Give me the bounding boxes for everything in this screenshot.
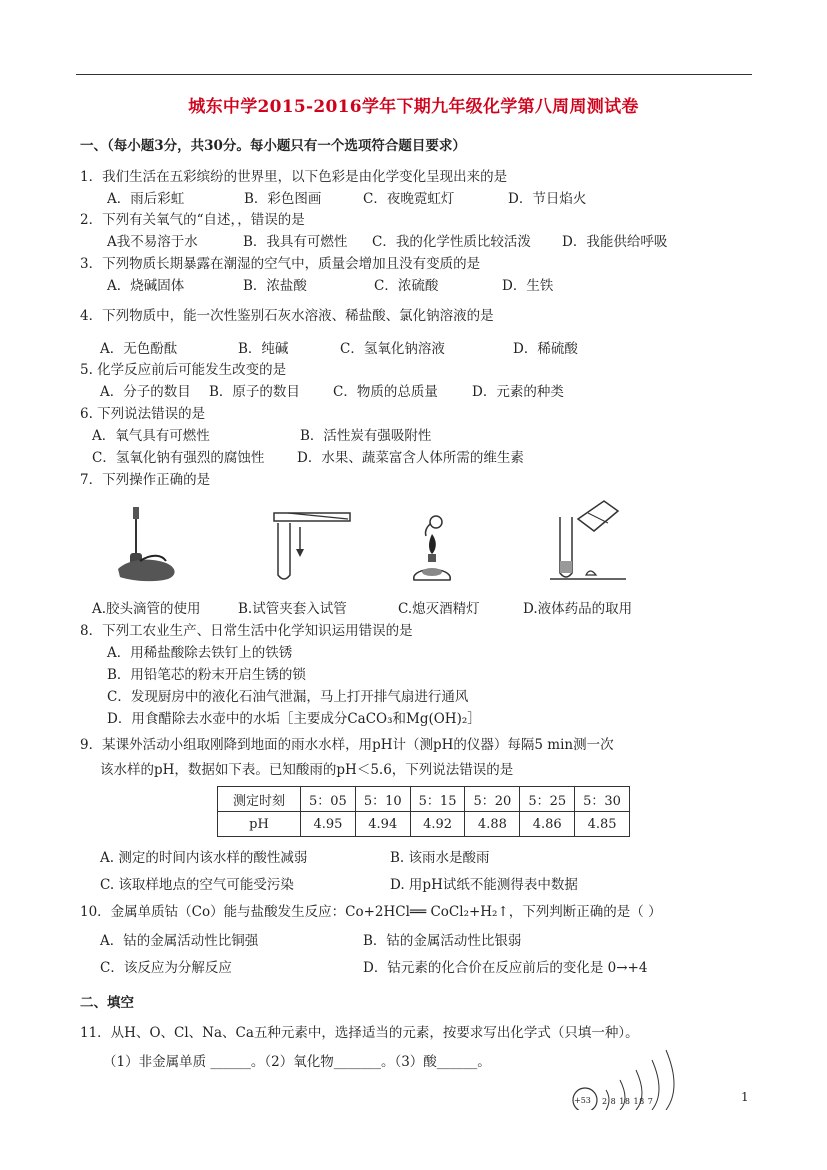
tube-clamp-figure	[268, 505, 356, 583]
header-rule	[76, 74, 752, 75]
q5-option-b: B．原子的数目	[209, 384, 300, 400]
table-cell: 4.86	[520, 812, 575, 837]
q9-option-c: C. 该取样地点的空气可能受污染	[100, 877, 294, 893]
q3-option-d: D．生铁	[502, 278, 554, 294]
q3-option-c: C．浓硫酸	[374, 278, 439, 294]
q5-option-c: C．物质的总质量	[333, 384, 438, 400]
q4-option-c: C．氢氧化钠溶液	[340, 341, 445, 357]
q9-option-a: A. 测定的时间内该水样的酸性减弱	[100, 850, 308, 866]
q7-option-b: B.试管夹套入试管	[238, 601, 347, 617]
q2-stem: 2．下列有关氧气的“自述，，错误的是	[80, 212, 305, 228]
q5-option-a: A．分子的数目	[100, 384, 191, 400]
page-number: 1	[741, 1090, 749, 1104]
table-cell: 5：05	[301, 787, 356, 812]
alcohol-lamp-figure	[402, 510, 462, 588]
q2-option-c: C．我的化学性质比较活泼	[372, 234, 531, 250]
q3-option-b: B．浓盐酸	[243, 278, 307, 294]
q10-option-a: A．钴的金属活动性比铜强	[100, 933, 259, 949]
q8-option-d: D．用食醋除去水壶中的水垢［主要成分CaCO₃和Mg(OH)₂］	[107, 711, 481, 727]
dropper-figure	[110, 503, 190, 585]
atom-shell-numbers: 2 8 18 18 7	[602, 1097, 654, 1106]
q8-stem: 8．下列工农业生产、日常生活中化学知识运用错误的是	[80, 623, 413, 639]
table-cell: pH	[218, 812, 301, 837]
table-cell: 4.95	[301, 812, 356, 837]
table-cell: 4.88	[465, 812, 520, 837]
q1-option-d: D．节日焰火	[508, 191, 587, 207]
q1-option-b: B．彩色图画	[244, 191, 322, 207]
table-cell: 5：30	[575, 787, 630, 812]
q10-option-d: D．钴元素的化合价在反应前后的变化是 0→+4	[363, 960, 648, 976]
q2-option-d: D．我能供给呼吸	[562, 234, 668, 250]
q7-option-c: C.熄灭酒精灯	[398, 601, 480, 617]
q3-option-a: A．烧碱固体	[107, 278, 185, 294]
q11-parts: （1）非金属单质 ______。（2）氧化物_______。（3）酸______。	[103, 1054, 491, 1070]
q6-option-c: C．氢氧化钠有强烈的腐蚀性	[92, 450, 265, 466]
ph-data-table	[217, 786, 630, 837]
q10-option-b: B．钴的金属活动性比银弱	[363, 933, 522, 949]
q6-option-a: A．氧气具有可燃性	[92, 428, 210, 444]
q2-option-a: A我不易溶于水	[107, 234, 198, 250]
q11-stem: 11．从H、O、Cl、Na、Ca五种元素中，选择适当的元素，按要求写出化学式（只填一种）。	[80, 1025, 639, 1041]
q2-option-b: B．我具有可燃性	[243, 234, 348, 250]
q9-option-d: D. 用pH试纸不能测得表中数据	[390, 877, 578, 893]
q7-option-a: A.胶头滴管的使用	[92, 601, 201, 617]
table-cell: 测定时刻	[218, 787, 301, 812]
q1-option-a: A．雨后彩虹	[107, 191, 185, 207]
q9-stem-line2: 该水样的pH，数据如下表。已知酸雨的pH＜5.6，下列说法错误的是	[100, 762, 514, 778]
table-cell: 5：25	[520, 787, 575, 812]
q10-option-c: C．该反应为分解反应	[100, 960, 232, 976]
q8-option-a: A．用稀盐酸除去铁钉上的铁锈	[107, 645, 293, 661]
q6-stem: 6. 下列说法错误的是	[80, 406, 206, 422]
section-2-heading: 二、填空	[80, 995, 134, 1011]
table-cell: 5：15	[410, 787, 465, 812]
q4-option-a: A．无色酚酞	[100, 341, 178, 357]
q3-stem: 3．下列物质长期暴露在潮湿的空气中，质量会增加且没有变质的是	[80, 256, 481, 272]
table-cell: 4.92	[410, 812, 465, 837]
table-cell: 4.85	[575, 812, 630, 837]
q6-option-b: B．活性炭有强吸附性	[300, 428, 432, 444]
table-row	[218, 812, 630, 837]
q5-stem: 5. 化学反应前后可能发生改变的是	[80, 362, 287, 378]
liquid-pouring-figure	[548, 495, 628, 585]
table-cell: 5：20	[465, 787, 520, 812]
q10-stem: 10．金属单质钴（Co）能与盐酸发生反应：Co+2HCl══ CoCl₂+H₂↑，下列判断正确的是（ ）	[80, 904, 662, 920]
q6-option-d: D．水果、蔬菜富含人体所需的维生素	[297, 450, 524, 466]
table-row	[218, 787, 630, 812]
table-cell: 4.94	[355, 812, 410, 837]
q4-stem: 4．下列物质中，能一次性鉴别石灰水溶液、稀盐酸、氯化钠溶液的是	[80, 308, 494, 324]
q7-option-d: D.液体药品的取用	[523, 601, 633, 617]
q4-option-b: B．纯碱	[238, 341, 289, 357]
q7-stem: 7．下列操作正确的是	[80, 472, 211, 488]
q8-option-c: C．发现厨房中的液化石油气泄漏，马上打开排气扇进行通风	[107, 689, 469, 705]
q9-stem-line1: 9．某课外活动小组取刚降到地面的雨水水样，用pH计（测pH的仪器）每隔5 min测一次	[80, 737, 614, 753]
table-cell: 5：10	[355, 787, 410, 812]
q4-option-d: D．稀硫酸	[513, 341, 578, 357]
q1-stem: 1．我们生活在五彩缤纷的世界里，以下色彩是由化学变化呈现出来的是	[80, 169, 508, 185]
q8-option-b: B．用铅笔芯的粉末开启生锈的锁	[107, 667, 306, 683]
q1-option-c: C．夜晚霓虹灯	[363, 191, 455, 207]
atom-nucleus-label: +53	[574, 1096, 591, 1105]
page-title: 城东中学2015-2016学年下期九年级化学第八周周测试卷	[188, 97, 639, 117]
section-1-heading: 一、（每小题3分，共30分。每小题只有一个选项符合题目要求）	[80, 138, 466, 154]
q5-option-d: D．元素的种类	[472, 384, 564, 400]
q9-option-b: B. 该雨水是酸雨	[390, 850, 490, 866]
